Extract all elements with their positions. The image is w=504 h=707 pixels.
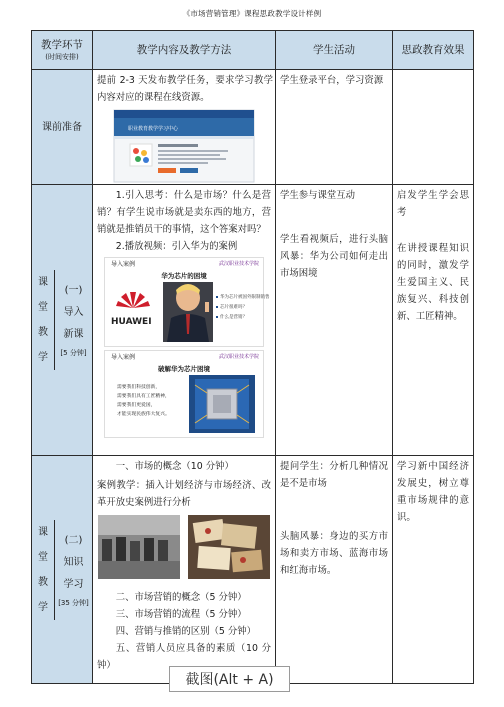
svg-text:什么是营销？: 什么是营销？	[220, 315, 247, 320]
intro-section-label: 课 堂 教 学	[38, 277, 48, 363]
header-stage-label: 教学环节	[41, 39, 83, 51]
intro-question: 1.引入思考：什么是市场？什么是营销？有学生说市场就是卖东西的地方，营销就是推销员干的事情，这个答案对吗？	[97, 190, 271, 235]
marketer-qualities: 五、营销人员应具备的素质（10 分钟）	[97, 643, 271, 671]
header-effect: 思政教育效果	[393, 31, 474, 70]
slide2-logo: 武汉职业技术学院	[218, 354, 259, 360]
huawei-wordmark: HUAWEI	[111, 317, 152, 327]
prep-activity: 学生登录平台，学习资源	[280, 75, 384, 86]
slide2-title: 破解华为芯片困境	[158, 365, 210, 373]
header-activity: 学生活动	[276, 31, 393, 70]
prep-label: 课前准备	[32, 70, 93, 185]
slide2-bullets: 需要我们科技创新， 需要我们具有工匠精神， 需要我们更爱国， 才能实现民族伟大复兴。	[117, 385, 170, 417]
header-row	[32, 31, 474, 70]
intro-video: 2.播放视频：引入华为的案例	[115, 241, 238, 252]
huawei-slide-2	[104, 350, 264, 438]
knowledge-content-cell	[93, 456, 276, 684]
knowledge-section-label: 课 堂 教 学	[38, 526, 48, 613]
huawei-slide-1	[104, 257, 270, 347]
intro-subsection-label: (一) 导入 新课 [5 分钟]	[54, 270, 92, 370]
document-title: 《市场营销管理》课程思政教学设计样例	[182, 9, 322, 18]
knowledge-activity-1: 提问学生：分析几种情况是不是市场	[280, 461, 388, 489]
case-teaching: 案例教学：插入计划经济与市场经济、改革开放史案例进行分析	[97, 480, 271, 508]
knowledge-activity-2: 头脑风暴：身边的买方市场和卖方市场、蓝海市场和红海市场。	[280, 531, 388, 576]
intro-effect-2: 在讲授课程知识的同时，激发学生爱国主义、民族复兴、科技创新、工匠精神。	[397, 243, 469, 322]
knowledge-activity-cell	[276, 456, 393, 684]
chip-image	[189, 375, 255, 433]
market-concept: 一、市场的概念（10 分钟）	[115, 461, 234, 472]
intro-stage-cell	[32, 185, 93, 456]
intro-content-cell	[93, 185, 276, 456]
slide1-logo: 武汉职业技术学院	[218, 261, 259, 267]
prep-content: 提前 2-3 天发布教学任务，要求学习教学内容对应的课程在线资源。	[97, 75, 273, 103]
screenshot-shortcut-tooltip[interactable]: 截图(Alt + A)	[169, 666, 290, 692]
header-content: 教学内容及教学方法	[93, 31, 276, 70]
screenshot-banner-text: 职业教育教学学习中心	[128, 126, 179, 132]
slide1-tag: 导入案例	[111, 261, 136, 268]
header-stage-sub: (时间安排)	[45, 53, 79, 61]
marketing-process: 三、市场营销的流程（5 分钟）	[115, 609, 247, 620]
knowledge-subsection-label: (二) 知识 学习 [35 分钟]	[54, 520, 92, 620]
prep-activity-cell	[276, 70, 393, 185]
online-platform-screenshot	[114, 110, 254, 182]
svg-text:华为芯片被国外限制销售: 华为芯片被国外限制销售	[220, 295, 270, 300]
huawei-slide-1-graphic	[109, 282, 270, 344]
knowledge-row	[32, 456, 474, 684]
knowledge-effect-1: 学习新中国经济发展史，树立尊重市场规律的意识。	[397, 461, 469, 523]
prep-effect-cell	[393, 70, 474, 185]
intro-activity-cell	[276, 185, 393, 456]
svg-text:芯片很难吗？: 芯片很难吗？	[220, 305, 247, 310]
prep-content-cell	[93, 70, 276, 185]
marketing-concept: 二、市场营销的概念（5 分钟）	[115, 592, 247, 603]
intro-effect-cell	[393, 185, 474, 456]
intro-activity-2: 学生看视频后，进行头脑风暴：华为公司如何走出市场困境	[280, 234, 388, 279]
intro-row	[32, 185, 474, 456]
marketing-vs-selling: 四、营销与推销的区别（5 分钟）	[115, 626, 256, 637]
slide2-tag: 导入案例	[111, 354, 136, 361]
prep-row	[32, 70, 474, 185]
header-stage	[32, 31, 93, 70]
intro-activity-1: 学生参与课堂互动	[280, 190, 356, 201]
economy-history-images	[98, 515, 270, 579]
intro-effect-1: 启发学生学会思考	[397, 190, 469, 218]
knowledge-stage-cell	[32, 456, 93, 684]
knowledge-effect-cell	[393, 456, 474, 684]
lesson-plan-table	[31, 30, 474, 684]
slide1-title: 华为芯片的困境	[161, 272, 207, 280]
